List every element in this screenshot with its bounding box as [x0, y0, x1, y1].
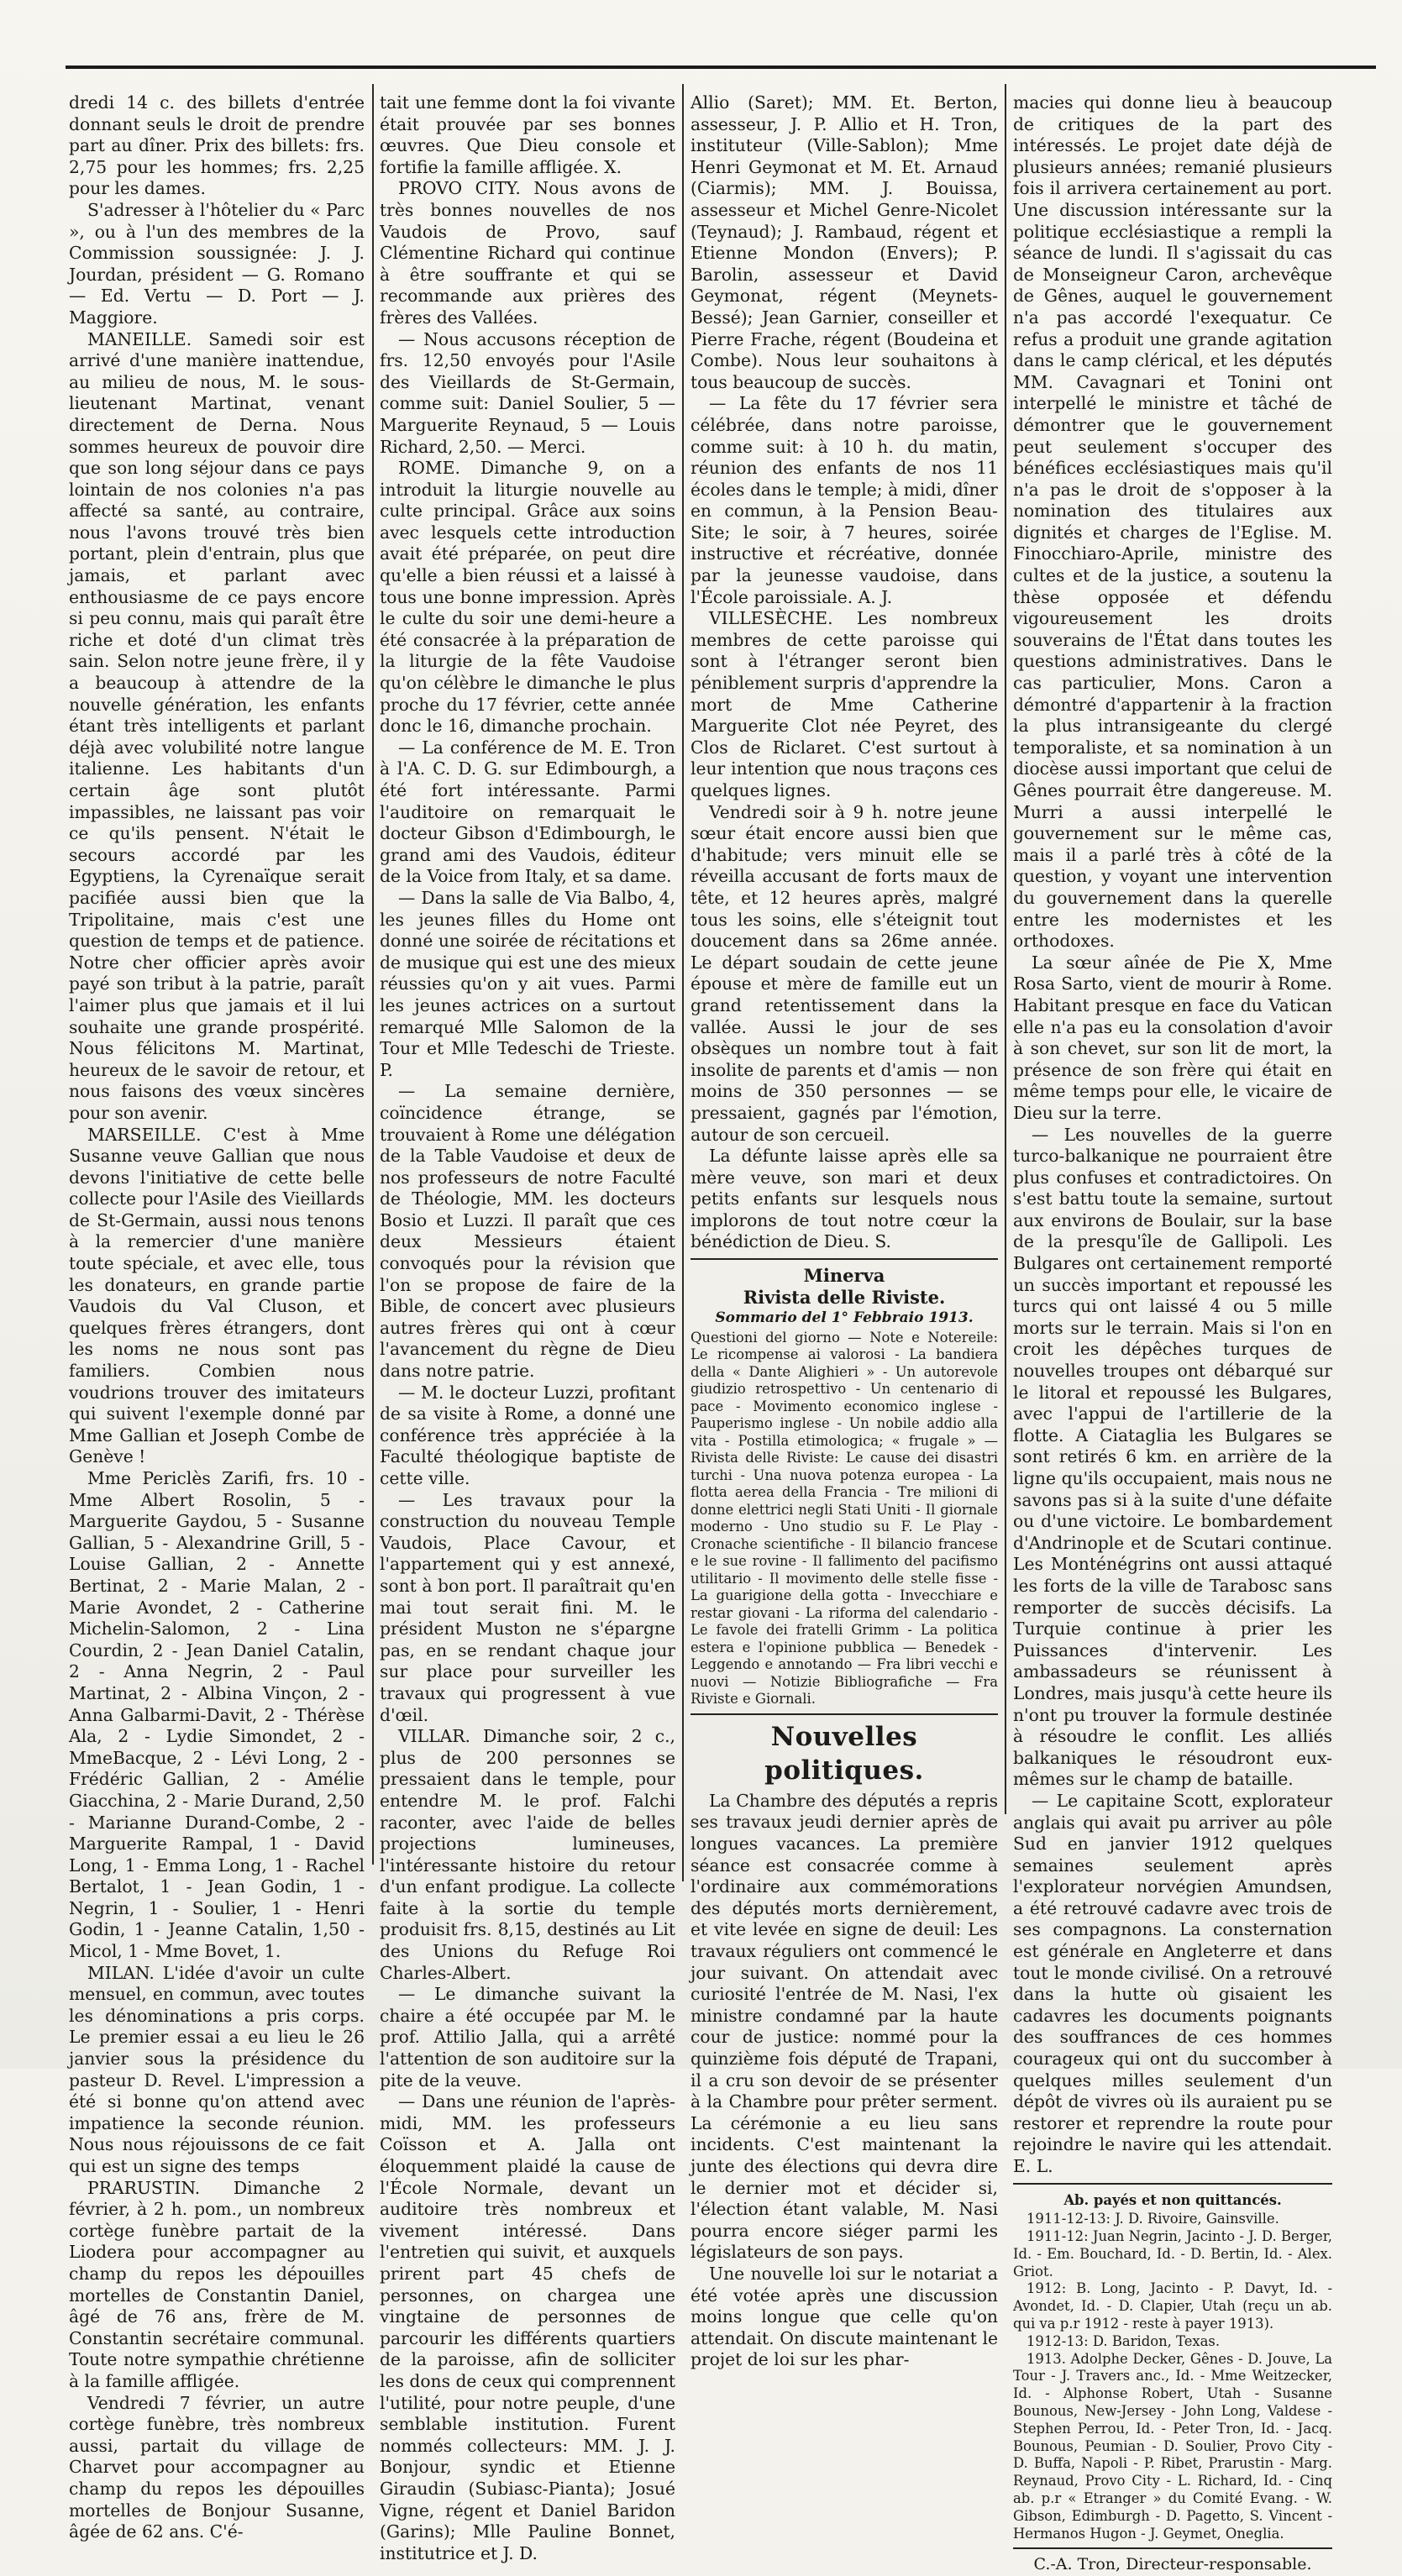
section-divider: [1013, 2547, 1332, 2549]
article-paragraph: La défunte laisse après elle sa mère veuve, son mari et deux petits enfants sur lesquels nous implorons de tout notre cœur la bénédiction de Dieu. S.: [690, 1146, 998, 1252]
article-paragraph: dredi 14 c. des billets d'entrée donnant seuls le droit de prendre part au dîner. Prix des billets: frs. 2,75 pour les hommes; frs. 2,25 pour les dames.: [69, 92, 365, 199]
article-paragraph: — Les travaux pour la construction du nouveau Temple Vaudois, Place Cavour, et l'appartement qui y est annexé, sont à bon port. Il paraîtrait qu'en mai tout serait fini. M. le président Muston ne s'épargne pas, en se rendant chaque jour sur place pour surveiller les travaux qui progressent à vue d'œil.: [380, 1489, 675, 1725]
subscription-entry: 1911-12-13: J. D. Rivoire, Gainsville.: [1027, 2211, 1279, 2227]
minerva-subtitle: Rivista delle Riviste.: [743, 1286, 946, 1308]
subscription-entry: 1912-13: D. Baridon, Texas.: [1027, 2332, 1221, 2349]
article-paragraph: — La conférence de M. E. Tron à l'A. C. D. G. sur Edimbourgh, a été fort intéressante. Parmi l'auditoire on remarquait le docteur Gibson d'Edimbourgh, le grand ami des Vaudois, éditeur de la Voice from Italy, et sa dame.: [380, 737, 675, 887]
column-rule: [372, 84, 374, 1865]
article-paragraph: VILLAR. Dimanche soir, 2 c., plus de 200 personnes se pressaient dans le temple, pour entendre M. le prof. Falchi raconter, avec l'aide de belles projections lumineuses, l'intéressante histoire du retour d'un enfant prodigue. La collecte faite à la sortie du temple produisit frs. 8,15, destinés au Lit des Unions du Refuge Roi Charles-Albert.: [380, 1726, 675, 1983]
article-paragraph: PROVO CITY. Nous avons de très bonnes nouvelles de nos Vaudois de Provo, sauf Clémentine Richard qui continue à être souffrante et qui se recommande aux prières des frères des Vallées.: [380, 178, 675, 328]
column-rule: [1005, 84, 1006, 1814]
article-paragraph: MILAN. L'idée d'avoir un culte mensuel, en commun, avec toutes les dénominations a pris corps. Le premier essai a eu lieu le 26 janvier sous la présidence du pasteur D. Revel. L'impression a été si bonne qu'on attend avec impatience la seconde réunion. Nous nous réjouissons de ce fait qui est un signe des temps: [69, 1962, 365, 2176]
article-paragraph: — La semaine dernière, coïncidence étrange, se trouvaient à Rome une délégation de la Table Vaudoise et deux de nos professeurs de notre Faculté de Théologie, MM. les docteurs Bosio et Luzzi. Il paraît que ces deux Messieurs étaient convoqués pour la révision que l'on se propose de faire de la Bible, de concert avec plusieurs autres frères qui ont à cœur l'avancement du règne de Dieu dans notre patrie.: [380, 1081, 675, 1382]
article-paragraph: PRARUSTIN. Dimanche 2 février, à 2 h. pom., un nombreux cortège funèbre partait de la Liodera pour accompagner au champ du repos les dépouilles mortelles de Constantin Daniel, âgé de 76 ans, frère de M. Constantin secrétaire communal. Toute notre sympathie chrétienne à la famille affligée.: [69, 2177, 365, 2391]
article-paragraph: — Le capitaine Scott, explorateur anglais qui avait pu arriver au pôle Sud en janvier 1912 quelques semaines seulement après l'explorateur norvégien Amundsen, a été retrouvé cadavre avec trois de ses compagnons. La consternation est générale en Angleterre et dans tout le monde civilisé. On a retrouvé dans la hutte où gisaient les cadavres les documents poignants des souffrances de ces hommes courageux qui ont du succomber à quelques milles seulement d'un dépôt de vivres où ils auraient pu se restorer et reprendre la route pour rejoindre le navire qui les attendait. E. L.: [1013, 1790, 1332, 2176]
top-rule: [66, 66, 1376, 69]
section-divider: [690, 1258, 998, 1260]
subscription-entry: 1911-12: Juan Negrin, Jacinto - J. D. Berger, Id. - Em. Bouchard, Id. - D. Bertin, Id. - Alex. Griot.: [1013, 2227, 1332, 2280]
article-paragraph: Allio (Saret); MM. Et. Berton, assesseur, J. P. Allio et H. Tron, instituteur (Ville-Sablon); Mme Henri Geymonat et M. Et. Arnaud (Ciarmis); MM. J. Bouissa, assesseur et Michel Genre-Nicolet (Teynaud); J. Rambaud, régent et Etienne Mondon (Envers); P. Barolin, assesseur et David Geymonat, régent (Meynets-Bessé); Jean Garnier, conseiller et Pierre Frache, régent (Boudeina et Combe). Nous leur souhaitons à tous beaucoup de succès.: [690, 92, 998, 392]
article-paragraph: La Chambre des députés a repris ses travaux jeudi dernier après de longues vacances. La première séance est consacrée comme à l'ordinaire aux commémorations des députés morts dernièrement, et vite levée en signe de deuil: Les travaux réguliers ont commencé le jour suivant. On attendait avec curiosité l'entrée de M. Nasi, l'ex ministre condamné par la haute cour de justice: nommé pour la quinzième fois député de Trapani, il a cru son devoir de se présenter à la Chambre pour prêter serment. La cérémonie a eu lieu sans incidents. C'est maintenant la junte des élections qui devra dire le dernier mot et décider si, l'élection étant valable, M. Nasi pourra encore siéger parmi les législateurs de son pays.: [690, 1790, 998, 2263]
article-paragraph: — M. le docteur Luzzi, profitant de sa visite à Rome, a donné une conférence très appréciée à la Faculté théologique baptiste de cette ville.: [380, 1382, 675, 1488]
column-2: [380, 92, 675, 2564]
article-paragraph: — Dans une réunion de l'après-midi, MM. les professeurs Coïsson et A. Jalla ont éloquemment plaidé la cause de l'École Normale, devant un auditoire très nombreux et vivement intéressé. Dans l'entretien qui suivit, et auxquels prirent part 45 chefs de personnes, on chargea une vingtaine de personnes de parcourir les différents quartiers de la paroisse, afin de solliciter les dons de ceux qui comprennent l'utilité, pour notre peuple, d'une semblable institution. Furent nommés collecteurs: MM. J. J. Bonjour, syndic et Etienne Giraudin (Subiasc-Pianta); Josué Vigne, régent et Daniel Baridon (Garins); Mlle Pauline Bonnet, institutrice et J. D.: [380, 2091, 675, 2563]
article-paragraph: — Le dimanche suivant la chaire a été occupée par M. le prof. Attilio Jalla, qui a arrêté l'attention de son auditoire sur la pite de la veuve.: [380, 1984, 675, 2091]
subscription-entry: 1913. Adolphe Decker, Gênes - D. Jouve, La Tour - J. Travers anc., Id. - Mme Weitzecker, Id. - Alphonse Robert, Utah - Susanne Bounous, New-Jersey - John Long, Valdese - Stephen Perrou, Id. - Peter Tron, Id. - Jacq. Bounous, Peumian - D. Soulier, Provo City - D. Buffa, Napoli - P. Ribet, Prarustin - Marg. Reynaud, Provo City - L. Richard, Id. - Cinq ab. p.r « Etranger » du Comité Evang. - W. Gibson, Edimburgh - D. Pagetto, S. Vincent - Hermanos Hugon - J. Geymet, Oneglia.: [1013, 2350, 1332, 2542]
article-paragraph: MANEILLE. Samedi soir est arrivé d'une manière inattendue, au milieu de nous, M. le sous-lieutenant Martinat, venant directement de Derna. Nous sommes heureux de pouvoir dire que son long séjour dans ce pays lointain de nos colonies n'a pas affecté sa santé, au contraire, nous l'avons trouvé très bien portant, plein d'entrain, plus que jamais, et parlant avec enthousiasme de ce pays encore si peu connu, mais qui paraît être riche et doté d'un climat très sain. Selon notre jeune frère, il y a beaucoup à attendre de la nouvelle génération, les enfants étant très intelligents et parlant déjà avec volubilité notre langue italienne. Les habitants d'un certain âge sont plutôt impassibles, ne laissant pas voir ce qu'ils pensent. N'était le secours accordé par les Egyptiens, la Cyrenaïque serait pacifiée aussi bien que la Tripolitaine, mais c'est une question de temps et de patience. Notre cher officier après avoir payé son tribut à la patrie, paraît l'aimer plus que jamais et il lui souhaite une grande prospérité. Nous félicitons M. Martinat, heureux de le savoir de retour, et nous faisons des vœux sincères pour son avenir.: [69, 328, 365, 1123]
article-paragraph: MARSEILLE. C'est à Mme Susanne veuve Gallian que nous devons l'initiative de cette belle collecte pour l'Asile des Vieillards de St-Germain, aussi nous tenons à la remercier d'une manière toute spéciale, et avec elle, tous les donateurs, en grande partie Vaudois du Val Cluson, et quelques frères étrangers, dont les noms ne nous sont pas familiers. Combien nous voudrions trouver des imitateurs qui suivent l'exemple donné par Mme Gallian et Joseph Combe de Genève !: [69, 1124, 365, 1467]
section-divider: [1013, 2183, 1332, 2185]
column-rule: [682, 84, 684, 1881]
article-paragraph: Vendredi 7 février, un autre cortège funèbre, très nombreux aussi, partait du village de Charvet pour accompagner au champ du repos les dépouilles mortelles de Bonjour Susanne, âgée de 62 ans. C'é-: [69, 2392, 365, 2542]
article-paragraph: La sœur aînée de Pie X, Mme Rosa Sarto, vient de mourir à Rome. Habitant presque en face du Vatican elle n'a pas eu la consolation d'avoir à son chevet, sur son lit de mort, la présence de son frère qui était en même temps pour elle, le vicaire de Dieu sur la terre.: [1013, 952, 1332, 1123]
minerva-contents: Questioni del giorno — Note e Notereile: Le ricompense ai valorosi - La bandiera della « Dante Alighieri » - Un autorevole giudizio retrospettivo - Un centenario di pace - Movimento economico inglese - Pauperismo inglese - Un nobile addio alla vita - Postilla etimologica; « frugale » — Rivista delle Riviste: Le cause dei disastri turchi - Una nuova potenza europea - La flotta aerea della Francia - Tre milioni di donne elettrici negli Stati Uniti - Il giornale moderno - Uno studio su F. Le Play - Cronache scientifiche - Il bilancio francese e le sue rovine - Il fallimento del pacifismo utilitario - Il movimento delle stelle fisse - La guarigione della gotta - Invecchiare e restar giovani - La riforma del calendario - Le favole dei fratelli Grimm - La politica estera e l'opinione pubblica — Benedek - Leggendo e annotando — Fra libri vecchi e nuovi — Notizie Bibliografiche — Fra Riviste e Giornali.: [690, 1329, 998, 1708]
article-paragraph: Une nouvelle loi sur le notariat a été votée après une discussion moins longue que celle qu'on attendait. On discute maintenant le projet de loi sur les phar-: [690, 2263, 998, 2370]
column-3: [690, 92, 998, 2371]
article-paragraph: S'adresser à l'hôtelier du « Parc », ou à l'un des membres de la Commission soussignée: J. J. Jourdan, président — G. Romano — Ed. Vertu — D. Port — J. Maggiore.: [69, 199, 365, 328]
column-4: [1013, 92, 1332, 2576]
subscription-entry: 1912: B. Long, Jacinto - P. Davyt, Id. - Avondet, Id. - D. Clapier, Utah (reçu un ab. qui va p.r 1912 - reste à payer 1913).: [1013, 2280, 1332, 2332]
article-paragraph: — La fête du 17 février sera célébrée, dans notre paroisse, comme suit: à 10 h. du matin, réunion des enfants de nos 11 écoles dans le temple; à midi, dîner en commun, à la Pension Beau-Site; le soir, à 7 heures, soirée instructive et récréative, donnée par la jeunesse vaudoise, dans l'École paroissiale. A. J.: [690, 393, 998, 607]
article-paragraph: VILLESÈCHE. Les nombreux membres de cette paroisse qui sont à l'étranger seront bien péniblement surpris d'apprendre la mort de Mme Catherine Marguerite Clot née Peyret, des Clos de Riclaret. C'est surtout à leur intention que nous traçons ces quelques lignes.: [690, 608, 998, 800]
article-paragraph: — Les nouvelles de la guerre turco-balkanique ne pourraient être plus confuses et contradictoires. On s'est battu toute la semaine, surtout aux environs de Boulair, sur la base de la presqu'île de Gallipoli. Les Bulgares ont certainement remporté un succès important et repoussé les turcs qui ont laissé 4 ou 5 mille morts sur le terrain. Mais si l'on en croit les dépêches turques de nouvelles troupes ont débarqué sur le litoral et repoussé les Bulgares, avec l'appui de l'artillerie de la flotte. A Ciataglia les Bulgares se sont retirés 6 km. en arrière de la ligne qu'ils occupaient, mais nous ne savons pas si à la suite d'une défaite ou d'une victoire. Le bombardement d'Andrinople et de Scutari continue. Les Monténégrins ont aussi attaqué les forts de la ville de Tarabosc sans remporter de succès décisifs. La Turquie continue à prier les Puissances d'intervenir. Les ambassadeurs se réunissent à Londres, mais jusqu'à cette heure ils n'ont pu trouver la formule destinée à résoudre le conflit. Les alliés balkaniques le résoudront eux-mêmes sur le champ de bataille.: [1013, 1124, 1332, 1790]
minerva-summary-date: Sommario del 1° Febbraio 1913.: [715, 1309, 974, 1327]
column-1: [69, 92, 365, 2543]
article-paragraph: — Nous accusons réception de frs. 12,50 envoyés pour l'Asile des Vieillards de St-Germain, comme suit: Daniel Soulier, 5 — Marguerite Reynaud, 5 — Louis Richard, 2,50. — Merci.: [380, 328, 675, 457]
subscriptions-list: [1013, 2211, 1332, 2542]
subscriptions-title: Ab. payés et non quittancés.: [1063, 2191, 1282, 2208]
section-divider: [690, 1713, 998, 1715]
article-paragraph: tait une femme dont la foi vivante était prouvée par ses bonnes œuvres. Que Dieu console et fortifie la famille affligée. X.: [380, 92, 675, 177]
article-paragraph: — Dans la salle de Via Balbo, 4, les jeunes filles du Home ont donné une soirée de récitations et de musique qui est une des mieux réussies qu'on y ait vues. Parmi les jeunes actrices on a surtout remarqué Mlle Salomon de la Tour et Mlle Tedeschi de Trieste. P.: [380, 887, 675, 1080]
director-signature: C.-A. Tron, Directeur-responsable.: [1033, 2555, 1312, 2574]
article-paragraph: ROME. Dimanche 9, on a introduit la liturgie nouvelle au culte principal. Grâce aux soins avec lesquels cette introduction avait été préparée, on peut dire qu'elle a bien réussi et a laissé à tous une bonne impression. Après le culte du soir une demi-heure a été consacrée à la préparation de la liturgie de la fête Vaudoise qu'on célèbre le dimanche le plus proche du 17 février, cette année donc le 16, dimanche prochain.: [380, 458, 675, 737]
minerva-title: Minerva: [803, 1265, 885, 1287]
article-paragraph: macies qui donne lieu à beaucoup de critiques de la part des intéressés. Le projet date déjà de plusieurs années; remanié plusieurs fois il arrivera certainement au port. Une discussion intéressante sur la politique ecclésiastique a rempli la séance de lundi. Il s'agissait du cas de Monseigneur Caron, archevêque de Gênes, auquel le gouvernement n'a pas accordé l'exequatur. Ce refus a produit une grande agitation dans le camp clérical, et les députés MM. Cavagnari et Tonini ont interpellé le ministre et tâché de démontrer que le gouvernement peut seulement s'occuper des bénéfices ecclésiastiques mais qu'il n'a pas le droit de s'opposer à la nomination des titulaires aux dignités et charges de l'Eglise. M. Finocchiaro-Aprile, ministre des cultes et de la justice, a soutenu la thèse opposée et défendu vigoureusement les droits souverains de l'État dans toutes les questions administratives. Dans le cas particulier, Mons. Caron a démontré d'appartenir à la fraction la plus intransigeante du clergé temporaliste, et sa nomination à un diocèse aussi important que celui de Gênes pourrait être dangereuse. M. Murri a aussi interpellé le gouvernement sur le même cas, mais il a parlé très à côté de la question, y voyant une intervention du gouvernement dans la querelle entre les modernistes et les orthodoxes.: [1013, 92, 1332, 952]
section-headline: Nouvelles politiques.: [764, 1721, 924, 1786]
article-paragraph: Vendredi soir à 9 h. notre jeune sœur était encore aussi bien que d'habitude; vers minuit elle se réveilla accusant de forts maux de tête, et 12 heures après, malgré tous les soins, elle s'éteignit tout doucement dans sa 26me année. Le départ soudain de cette jeune épouse et mère de famille eut un grand retentissement dans la vallée. Aussi le jour de ses obsèques un nombre tout à fait insolite de parents et d'amis — non moins de 350 personnes — se pressaient, gagnés par l'émotion, autour de son cercueil.: [690, 801, 998, 1145]
donor-list: Mme Periclès Zarifi, frs. 10 - Mme Albert Rosolin, 5 - Marguerite Gaydou, 5 - Susanne Gallian, 5 - Alexandrine Grill, 5 - Louise Gallian, 2 - Annette Bertinat, 2 - Marie Malan, 2 - Marie Avondet, 2 - Catherine Michelin-Salomon, 2 - Lina Courdin, 2 - Jean Daniel Catalin, 2 - Anna Negrin, 2 - Paul Martinat, 2 - Albina Vinçon, 2 - Anna Galbarmi-Davit, 2 - Thérèse Ala, 2 - Lydie Simondet, 2 - MmeBacque, 2 - Lévi Long, 2 - Frédéric Gallian, 2 - Amélie Giacchina, 2 - Marie Durand, 2,50 - Marianne Durand-Combe, 2 - Marguerite Rampal, 1 - David Long, 1 - Emma Long, 1 - Rachel Bertalot, 1 - Jean Godin, 1 - Negrin, 1 - Soulier, 1 - Henri Godin, 1 - Jeanne Catalin, 1,50 - Micol, 1 - Mme Bovet, 1.: [69, 1468, 365, 1962]
